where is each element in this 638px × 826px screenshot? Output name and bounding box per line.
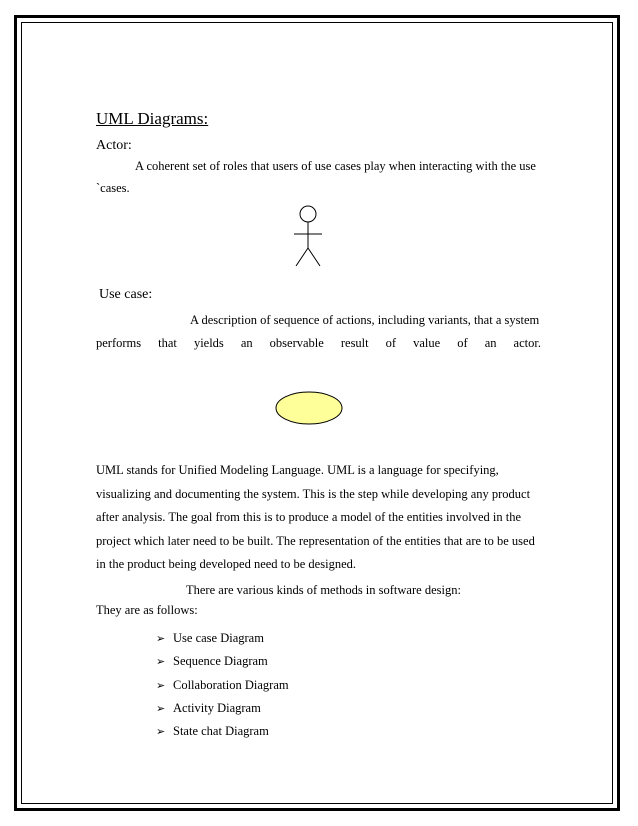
use-case-description-line1: A description of sequence of actions, including variants, that a system	[190, 313, 540, 327]
methods-follow: They are as follows:	[96, 603, 198, 617]
page-title: UML Diagrams:	[96, 109, 209, 128]
methods-intro: There are various kinds of methods in software design:	[186, 583, 461, 597]
paragraph-line: after analysis. The goal from this is to produce a model of the entities involved in the	[96, 510, 522, 525]
justified-word: observable	[269, 336, 324, 350]
justified-word: yields	[193, 336, 224, 350]
paragraph-line: in the product being developed need to be designed.	[96, 557, 356, 572]
arrow-bullet-icon: ➢	[156, 725, 166, 739]
list-item: ➢ Sequence Diagram	[156, 650, 289, 673]
actor-heading: Actor:	[96, 138, 132, 153]
list-item: ➢ Activity Diagram	[156, 697, 289, 720]
methods-list	[156, 627, 289, 743]
justified-word: that	[158, 336, 177, 350]
arrow-bullet-icon: ➢	[156, 678, 166, 692]
list-item: ➢ Use case Diagram	[156, 627, 289, 650]
actor-stick-figure-icon	[290, 204, 326, 270]
paragraph-line: visualizing and documenting the system. This is the step while developing any product	[96, 486, 531, 501]
justified-word: performs	[96, 336, 142, 350]
use-case-description-line2	[96, 336, 541, 351]
justified-word: result	[340, 336, 369, 350]
justified-word: an	[240, 336, 253, 350]
arrow-bullet-icon: ➢	[156, 655, 166, 669]
justified-word: value	[413, 336, 441, 350]
actor-description-line1: A coherent set of roles that users of use cases play when interacting with the use	[135, 159, 536, 173]
justified-word: actor.	[513, 336, 541, 350]
arrow-bullet-icon: ➢	[156, 701, 166, 715]
use-case-heading: Use case:	[99, 287, 153, 302]
justified-word: of	[457, 336, 468, 350]
list-item: ➢ Collaboration Diagram	[156, 674, 289, 697]
justified-word: of	[385, 336, 397, 350]
paragraph-line: project which later need to be built. The representation of the entities that are to be used	[96, 533, 535, 548]
actor-description-line2: `cases.	[96, 181, 130, 195]
list-item: ➢ State chat Diagram	[156, 720, 289, 743]
arrow-bullet-icon: ➢	[156, 632, 166, 645]
justified-word: an	[484, 336, 497, 350]
uml-paragraph	[96, 459, 546, 577]
paragraph-line: UML stands for Unified Modeling Language. UML is a language for specifying,	[96, 463, 499, 477]
use-case-ellipse	[274, 390, 344, 426]
